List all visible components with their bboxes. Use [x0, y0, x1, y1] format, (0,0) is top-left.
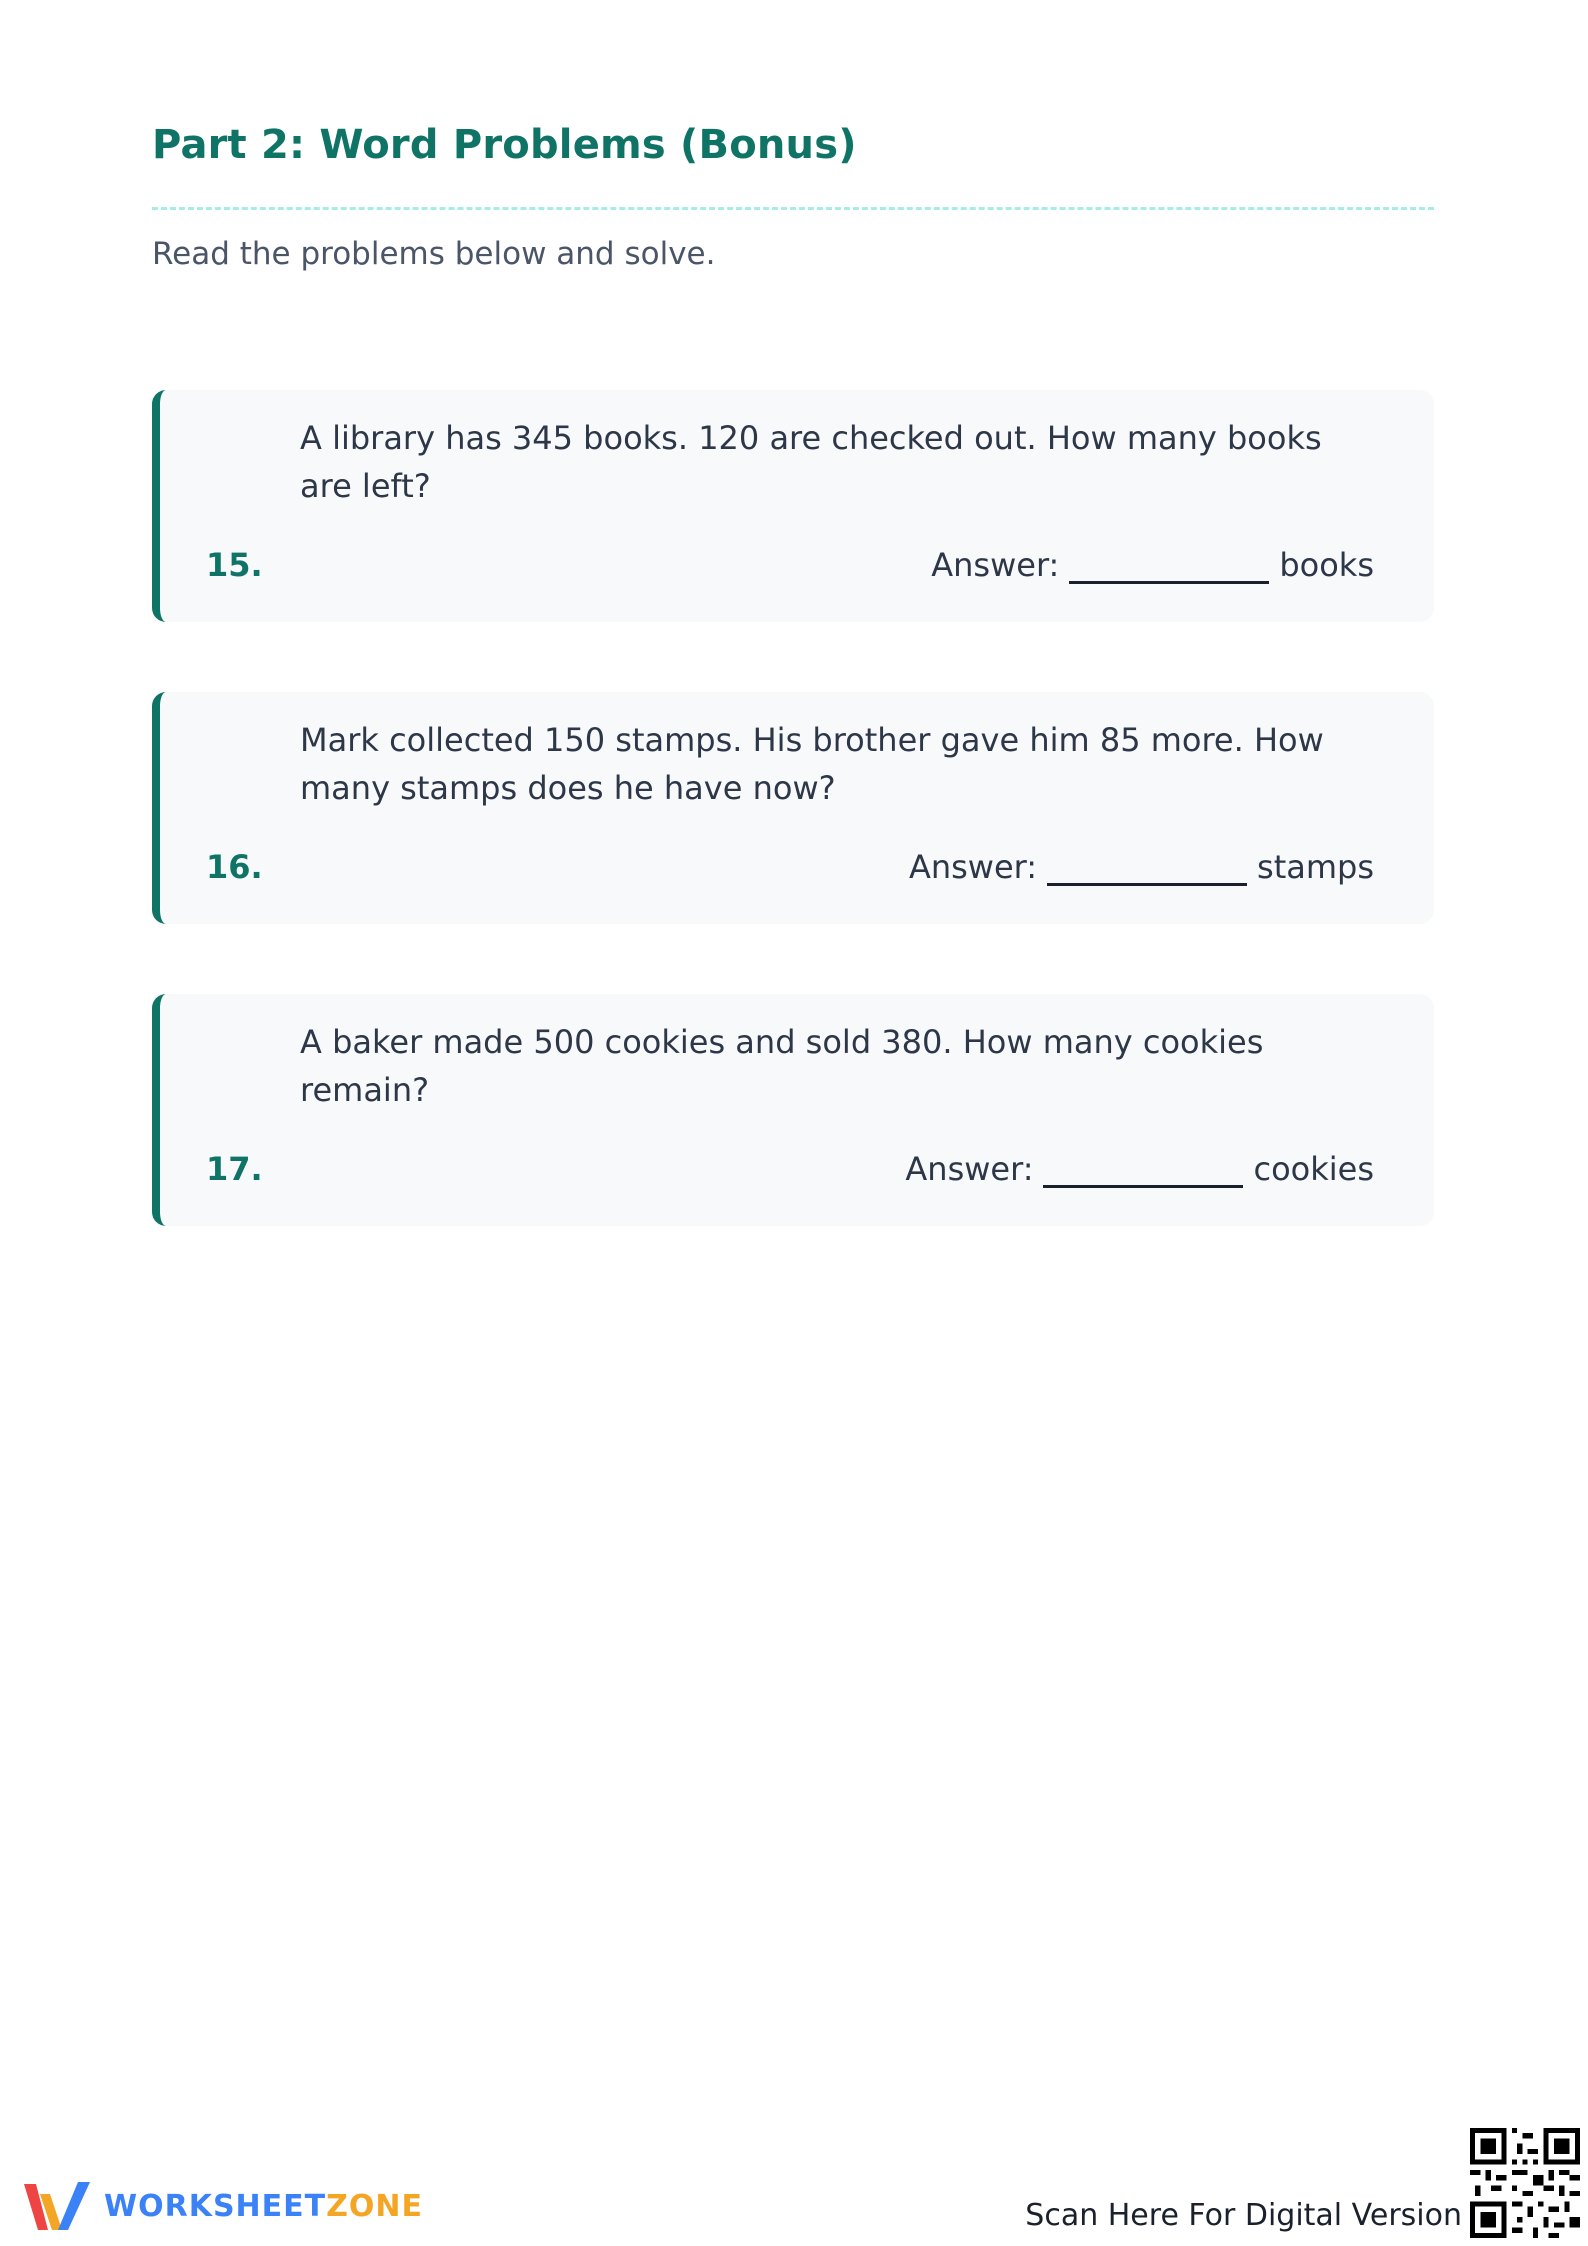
- problem-card-17: [152, 994, 1434, 1226]
- answer-row: [905, 1150, 1374, 1188]
- problem-text: A library has 345 books. 120 are checked out. How many books are left?: [300, 419, 1322, 505]
- answer-blank[interactable]: [1047, 850, 1247, 886]
- problem-text: Mark collected 150 stamps. His brother gave him 85 more. How many stamps does he have now?: [300, 721, 1324, 807]
- worksheetzone-logo-icon: [20, 2176, 94, 2236]
- instructions-text: Read the problems below and solve.: [152, 236, 716, 272]
- brand-part-2: ZONE: [326, 2188, 423, 2224]
- problem-text: A baker made 500 cookies and sold 380. How many cookies remain?: [300, 1023, 1264, 1109]
- section-title: Part 2: Word Problems (Bonus): [152, 122, 857, 168]
- scan-label: Scan Here For Digital Version: [1025, 2198, 1462, 2233]
- problem-card-16: [152, 692, 1434, 924]
- answer-unit: cookies: [1253, 1150, 1374, 1188]
- answer-blank[interactable]: [1069, 548, 1269, 584]
- answer-label: Answer:: [905, 1150, 1034, 1188]
- answer-row: [909, 848, 1374, 886]
- qr-code-icon[interactable]: [1470, 2128, 1580, 2238]
- dashed-divider: [152, 207, 1434, 210]
- answer-unit: stamps: [1257, 848, 1374, 886]
- answer-unit: books: [1279, 546, 1374, 584]
- problem-number: 17.: [206, 1150, 263, 1188]
- answer-label: Answer:: [931, 546, 1060, 584]
- footer-brand: [20, 2176, 423, 2236]
- answer-blank[interactable]: [1043, 1152, 1243, 1188]
- problem-card-15: [152, 390, 1434, 622]
- brand-wordmark: [104, 2189, 423, 2224]
- brand-part-1: WORKSHEET: [104, 2188, 327, 2224]
- problem-number: 16.: [206, 848, 263, 886]
- answer-label: Answer:: [908, 848, 1038, 886]
- answer-row: [931, 546, 1374, 584]
- problem-number: 15.: [206, 546, 263, 584]
